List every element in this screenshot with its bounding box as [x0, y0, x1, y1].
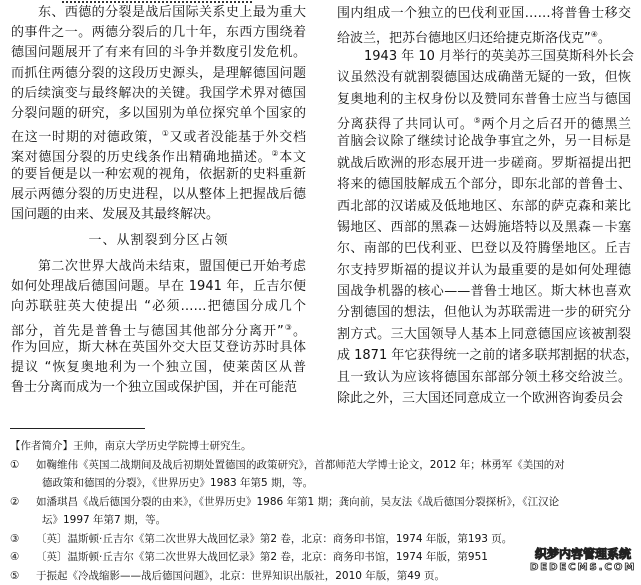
text-segment: 西北部的汉诺威及低地地区、东部的萨克森和莱比: [337, 199, 631, 214]
text-line: [11, 165, 306, 185]
text-segment: 给波兰，把苏台德地区归还给捷克斯洛伐克”: [337, 31, 591, 46]
text-segment: 将来的德国肢解成五个部分，即东北部的普鲁士、: [337, 177, 631, 192]
text-line: [11, 185, 306, 205]
text-segment: 案对德国分裂的历史线条作出精确地描述。: [11, 150, 271, 165]
text-segment: 部分，首先是普鲁士与德国其他部分分离开”: [11, 324, 284, 339]
text-segment: 如何处理战后德国问题。早在 1941 年，丘吉尔便: [11, 279, 306, 294]
footnote-number: ①: [10, 456, 36, 475]
text-segment: 锡地区、西部的黑森－达姆施塔特以及黑森－卡塞: [337, 220, 631, 235]
text-line: [11, 257, 306, 277]
footnote-ref: ⑤: [474, 116, 482, 125]
text-segment: 分裂问题的研究，多以国别为单位探究单个国家的: [11, 106, 306, 121]
footnote-text: 如鞠维伟《英国二战期间及战后初期处置德国的政策研究》，首都师范大学博士论文，2012 年；林勇军《美国的对: [36, 459, 565, 471]
text-line: [337, 131, 631, 152]
text-line: [337, 388, 631, 409]
text-line: [337, 324, 631, 345]
text-segment: 割方式。三大国领导人基本上同意德国应该被割裂: [337, 327, 631, 342]
text-line: [337, 24, 631, 45]
footnote-line: [10, 493, 632, 512]
footnote-ref: ①: [162, 129, 170, 138]
text-line: [11, 338, 306, 358]
text-line: [337, 367, 631, 388]
text-segment: 国问题的由来、发展及其最终解决。: [11, 207, 219, 222]
left-column: [11, 3, 306, 398]
footnote-text: 如潘琪昌《战后德国分裂的由来》，《世界历史》1986 年第1 期；龚向前，吴友法《战后德国分裂探析》，《江汉论: [36, 496, 559, 508]
text-segment: 作为回应，斯大林在英国外交大臣艾登访苏时具体: [11, 340, 306, 355]
footnote-line: [10, 511, 632, 530]
text-segment: 首脑会议除了继续讨论战争事宜之外，另一目标是: [337, 134, 631, 149]
footnote-text: 德政策和德国的分裂》，《世界历史》1983 年第5 期，等。: [42, 477, 313, 489]
text-segment: 提议 “恢复奥地利为一个独立国，使莱茵区从普: [11, 360, 306, 375]
text-line: [337, 345, 631, 366]
text-segment: 且一致认为应该将德国东部部分领土移交给波兰。: [337, 370, 631, 385]
right-column: [337, 3, 631, 409]
text-segment: 的要旨便是以一种宏观的视角，依据新的史料重新: [11, 167, 306, 182]
text-line: [337, 281, 631, 302]
text-line: [11, 43, 306, 63]
text-line: [11, 378, 306, 398]
watermark-line2: DEDECMS.COM: [530, 562, 636, 573]
text-line: [337, 217, 631, 238]
text-segment: 成 1871 年它获得统一之前的诸多联邦割据的状态，: [337, 348, 638, 363]
text-segment: 分离获得了共同认可。: [337, 117, 474, 132]
text-segment: 复奥地利的主权身份以及赞同东普鲁士应当与德国: [337, 92, 631, 107]
section-heading: 一、从割裂到分区占领: [11, 225, 306, 257]
text-segment: 东、西德的分裂是战后国际关系史上最为重大: [38, 5, 306, 20]
text-segment: 。: [293, 324, 306, 339]
text-segment: 分割德国的想法，但他认为苏联需进一步的研究分: [337, 305, 631, 320]
footnote-ref: ④: [591, 30, 598, 39]
text-segment: 德国问题展开了有来有回的斗争并数度引发危机。: [11, 45, 306, 60]
text-line: [11, 205, 306, 225]
text-line: [11, 144, 306, 164]
text-segment: 的事件之一。两德分裂后的几十年，东西方围绕着: [11, 25, 306, 40]
text-segment: 展示两德分裂的历史进程，以从整体上把握战后德: [11, 187, 306, 202]
text-line: [337, 46, 631, 67]
text-segment: 第二次世界大战尚未结束，盟国便已开始考虑: [38, 259, 306, 274]
text-segment: 而抓住两德分裂的这段历史源头，是理解德国问题: [11, 66, 306, 81]
text-line: [337, 153, 631, 174]
footnote-number: ⑤: [10, 567, 36, 585]
footnote-line: [10, 456, 632, 475]
text-segment: 国战争机器的核心——普鲁士地区。斯大林也喜欢: [337, 284, 631, 299]
footnote-number: ③: [10, 530, 36, 549]
text-line: [11, 277, 306, 297]
text-line: [11, 104, 306, 124]
text-line: [337, 67, 631, 88]
text-line: [11, 64, 306, 84]
text-segment: 议虽然没有就割裂德国达成确凿无疑的一致，但恢: [337, 70, 631, 85]
footnote-text: 坛》1997 年第7 期，等。: [42, 514, 166, 526]
text-segment: 又或者没能基于外交档: [170, 130, 306, 145]
text-segment: 尔支持罗斯福的提议并认为最重要的是如何处理德: [337, 263, 631, 278]
text-line: [11, 3, 306, 23]
footnote-separator: [10, 428, 145, 429]
footnote-line: [10, 474, 632, 493]
text-line: [337, 238, 631, 259]
text-segment: 围内组成一个独立的巴伐利亚国……将普鲁士移交: [337, 6, 631, 21]
text-segment: 除此之外，三大国还同意成立一个欧洲咨询委员会: [337, 391, 623, 406]
footnote-text: 〔英〕温斯顿·丘吉尔《第二次世界大战回忆录》第2 卷，北京：商务印书馆，1974 年版，第193 页。: [36, 533, 512, 545]
text-line: [337, 196, 631, 217]
text-line: [11, 23, 306, 43]
text-segment: 向苏联驻英大使提出 “必须……把德国分成几个: [11, 299, 306, 314]
text-line: [337, 89, 631, 110]
text-segment: 鲁士分离而成为一个独立国或保护国，并在可能范: [11, 380, 297, 395]
watermark-logo: [530, 545, 636, 573]
text-line: [337, 174, 631, 195]
footnote-text: 于振起《冷战缩影——战后德国问题》，北京：世界知识出版社，2010 年版，第49 页。: [36, 570, 445, 582]
text-line: [11, 297, 306, 317]
footnote-ref: ②: [271, 149, 279, 158]
text-segment: 1943 年 10 月举行的英美苏三国莫斯科外长会: [364, 49, 634, 64]
text-line: [11, 318, 306, 338]
text-line: [337, 302, 631, 323]
text-line: [11, 358, 306, 378]
text-segment: 。: [598, 31, 611, 46]
footnote-text: 〔英〕温斯顿·丘吉尔《第二次世界大战回忆录》第2 卷，北京：商务印书馆，1974 年版，第951: [36, 551, 488, 563]
text-line: [337, 260, 631, 281]
text-segment: 尔、南部的巴伐利亚、巴登以及符腾堡地区。丘吉: [337, 241, 631, 256]
text-line: [11, 84, 306, 104]
text-segment: 的后续演变与最终解决的关键。我国学术界对德国: [11, 86, 306, 101]
footnote-number: ④: [10, 548, 36, 567]
footnote-number: ②: [10, 493, 36, 512]
text-segment: 两个月之后召开的德黑兰: [481, 117, 631, 132]
text-segment: 在这一时期的对德政策，: [11, 130, 162, 145]
text-segment: 本文: [279, 150, 306, 165]
text-line: [337, 3, 631, 24]
text-segment: 就战后欧洲的形态展开进一步磋商。罗斯福提出把: [337, 156, 631, 171]
footnote-ref: ③: [284, 323, 293, 332]
text-line: [11, 124, 306, 144]
author-bio: 【作者简介】王帅，南京大学历史学院博士研究生。: [10, 437, 632, 456]
text-line: [337, 110, 631, 131]
watermark-line1: 织梦内容管理系统: [530, 545, 636, 562]
